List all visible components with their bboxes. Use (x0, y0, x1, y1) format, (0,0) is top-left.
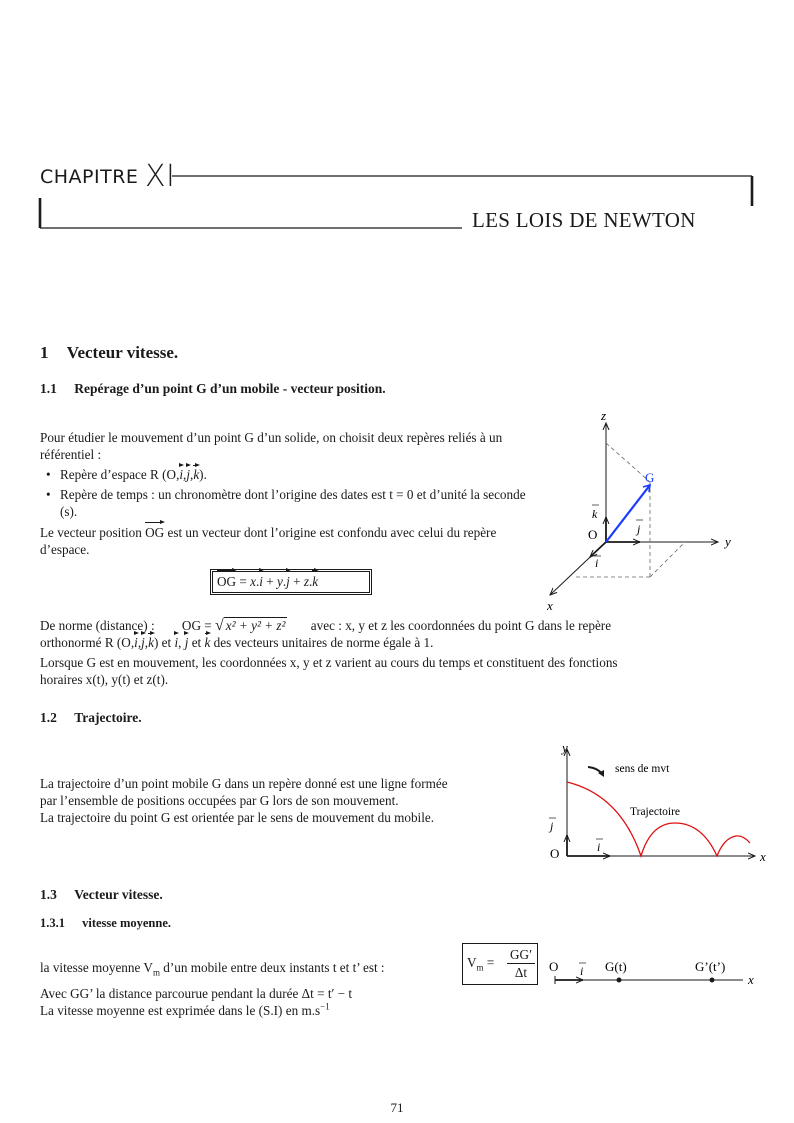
point-g (617, 978, 622, 983)
j-label: j (550, 819, 554, 833)
chapter-title: LES LOIS DE NEWTON (472, 208, 696, 232)
g-label: G(t) (605, 959, 627, 974)
i-vector (590, 542, 606, 557)
og-vector (606, 485, 650, 542)
vitesse-moyenne-line: la vitesse moyenne $V_m$ d’un mobile entre deux instants t et t’ est : (40, 960, 385, 978)
subsection-1-1-text (40, 429, 542, 558)
subsection-1-3-heading: 1.3 Vecteur vitesse. (40, 887, 163, 902)
i-label: i (597, 840, 601, 854)
section-1-heading: 1 Vecteur vitesse. (40, 343, 179, 362)
chapter-word: CHAPITRE (40, 166, 139, 188)
position-paragraph: Le vecteur position OG est un vecteur dont l’origine est confondu avec celui du repère d’espace. (40, 525, 497, 557)
x-label: x (748, 972, 754, 987)
figure-3d-repere (530, 405, 750, 615)
trajectory-curve (567, 782, 750, 856)
g-label: G (645, 470, 655, 485)
k-label: k (592, 507, 598, 521)
norme-line: De norme (distance) : OG = √ x² + y² + z² avec : x, y et z les coordonnées du point G dans le repère (40, 617, 612, 634)
intro-paragraph: Pour étudier le mouvement d’un point G d’un solide, on choisit deux repères reliés à un référentiel : (40, 430, 503, 462)
list-item: • Repère de temps : un chronomètre dont l’origine des dates est t = 0 et d’unité la seconde (s). (40, 486, 542, 520)
chapter-frame (0, 0, 794, 240)
j-label: j (637, 522, 641, 536)
vitesse-moyenne-notes: Avec GG’ la distance parcourue pendant la durée Δt = t′ − t La vitesse moyenne est exprimée dans le (S.I) en $m.s^{-1}$ (40, 986, 353, 1018)
page-number: 71 (390, 1100, 404, 1115)
trajectoire-label: Trajectoire (630, 806, 681, 818)
x-label: x (547, 598, 553, 613)
figure-axe-x (545, 955, 760, 995)
lorsque-paragraph: Lorsque G est en mouvement, les coordonnées x, y et z varient au cours du temps et constituent des fonctions horaires x(t), y(t) et z(t). (40, 655, 618, 687)
list-item: • Repère d’espace R (O,i,j,k). (40, 467, 542, 486)
o-label: O (549, 959, 559, 974)
point-g-prime (710, 978, 715, 983)
sqrt-symbol: √ (215, 617, 224, 634)
chapter-number: XI (144, 159, 176, 194)
o-label: O (588, 527, 598, 542)
x-label: x (760, 849, 766, 864)
g-prime-label: G’(t’) (695, 959, 726, 974)
subsection-1-2-heading: 1.2 Trajectoire. (40, 710, 142, 725)
i-label: i (595, 556, 599, 570)
fraction-numerator: GG′ (507, 947, 535, 964)
ortho-line: orthonormé R (O,i,j,k) et i, j et k des vecteurs unitaires de norme égale à 1. (40, 635, 434, 650)
vm-formula-box: $V_m$ = $\frac{GG'}{\Delta t}$ (462, 943, 538, 985)
y-label: y (725, 534, 731, 549)
y-label: y (562, 740, 568, 755)
position-formula-box: OG = x.i + y.j + z.k (210, 569, 372, 595)
subsection-1-3-1-heading: 1.3.1 vitesse moyenne. (40, 916, 171, 930)
fraction-denominator: Δt (514, 965, 528, 980)
o-label: O (550, 846, 560, 861)
z-label: z (601, 408, 607, 423)
i-label: i (580, 964, 584, 978)
subsection-1-1-heading: 1.1 Repérage d’un point G d’un mobile - vecteur position. (40, 381, 386, 396)
figure-trajectoire (540, 735, 780, 870)
subsection-1-2-text: La trajectoire d’un point mobile G dans un repère donné est une ligne formée par l’ensemble de positions occupées par G lors de son mouvement. La trajectoire du point G est orientée par le sens de mouvement du mobile. (40, 776, 448, 825)
reperes-list (40, 467, 542, 520)
sens-label: sens de mvt (615, 763, 670, 775)
